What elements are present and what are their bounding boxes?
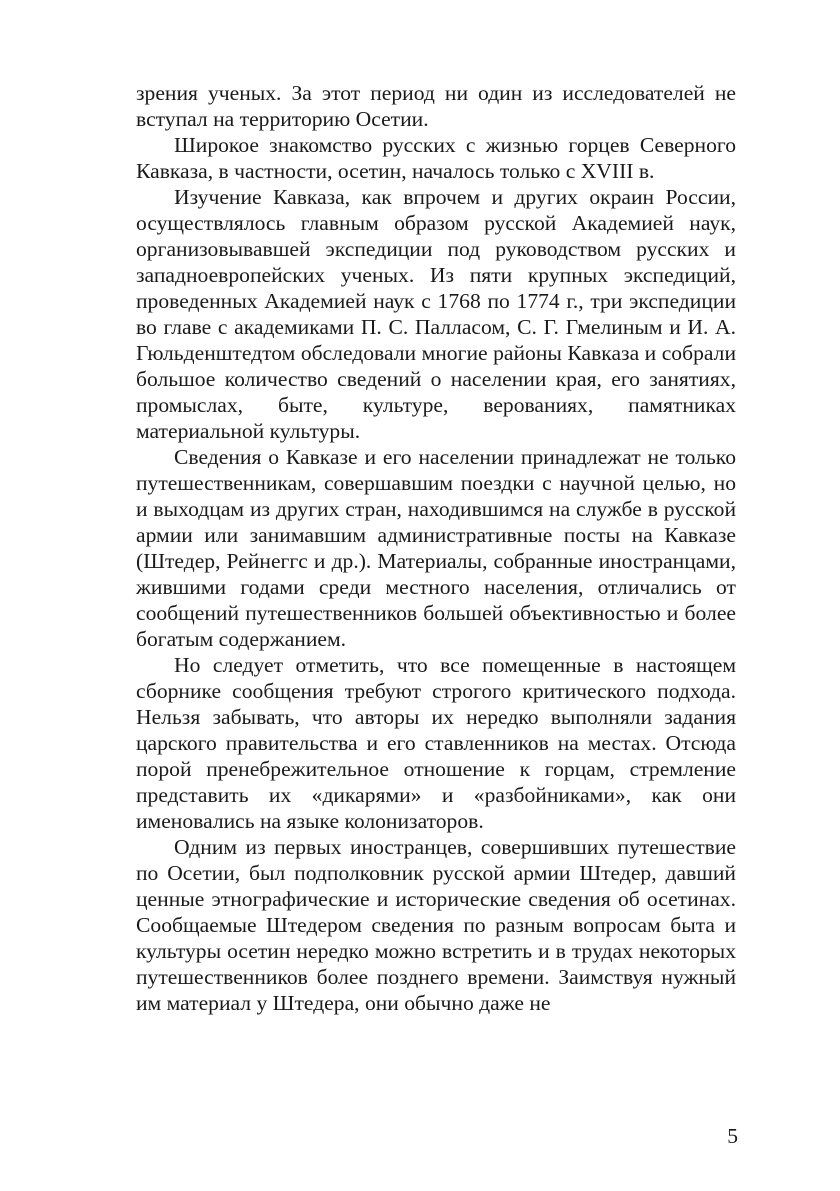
paragraph-3: Изучение Кавказа, как впрочем и других окраин России, осуществлялось главным образом русской Академией наук, организовывавшей экспедиции под руководством русских и западноевропейских ученых. Из пяти крупных экспедиций, проведенных Академией наук с 1768 по 1774 г., три экспедиции во главе с академиками П. С. Палласом, С. Г. Гмелиным и И. А. Гюльденштедтом обследовали многие районы Кавказа и собрали большое количество сведений о населении края, его занятиях, промыслах, быте, культуре, верованиях, памятниках материальной культуры. — [136, 185, 736, 443]
paragraph-1: зрения ученых. За этот период ни один из исследователей не вступал на территорию Осетии. — [136, 81, 736, 131]
paragraph-4: Сведения о Кавказе и его населении принадлежат не только путешественникам, совершавшим поездки с научной целью, но и выходцам из других стран, находившимся на службе в русской армии или занимавшим административные посты на Кавказе (Штедер, Рейнеггс и др.). Материалы, собранные иностранцами, жившими годами среди местного населения, отличались от сообщений путешественников большей объективностью и более богатым содержанием. — [136, 445, 736, 651]
paragraph-5: Но следует отметить, что все помещенные в настоящем сборнике сообщения требуют строгого критического подхода. Нельзя забывать, что авторы их нередко выполняли задания царского правительства и его ставленников на местах. Отсюда порой пренебрежительное отношение к горцам, стремление представить их «дикарями» и «разбойниками», как они именовались на языке колонизаторов. — [136, 653, 736, 833]
body-text — [136, 80, 736, 1016]
paragraph-6: Одним из первых иностранцев, совершивших путешествие по Осетии, был подполковник русской армии Штедер, давший ценные этнографические и исторические сведения об осетинах. Сообщаемые Штедером сведения по разным вопросам быта и культуры осетин нередко можно встретить и в трудах некоторых путешественников более позднего времени. Заимствуя нужный им материал у Штедера, они обычно даже не — [136, 835, 736, 1015]
paragraph-2: Широкое знакомство русских с жизнью горцев Северного Кавказа, в частности, осетин, началось только с XVIII в. — [136, 133, 736, 183]
page-number: 5 — [727, 1124, 738, 1148]
